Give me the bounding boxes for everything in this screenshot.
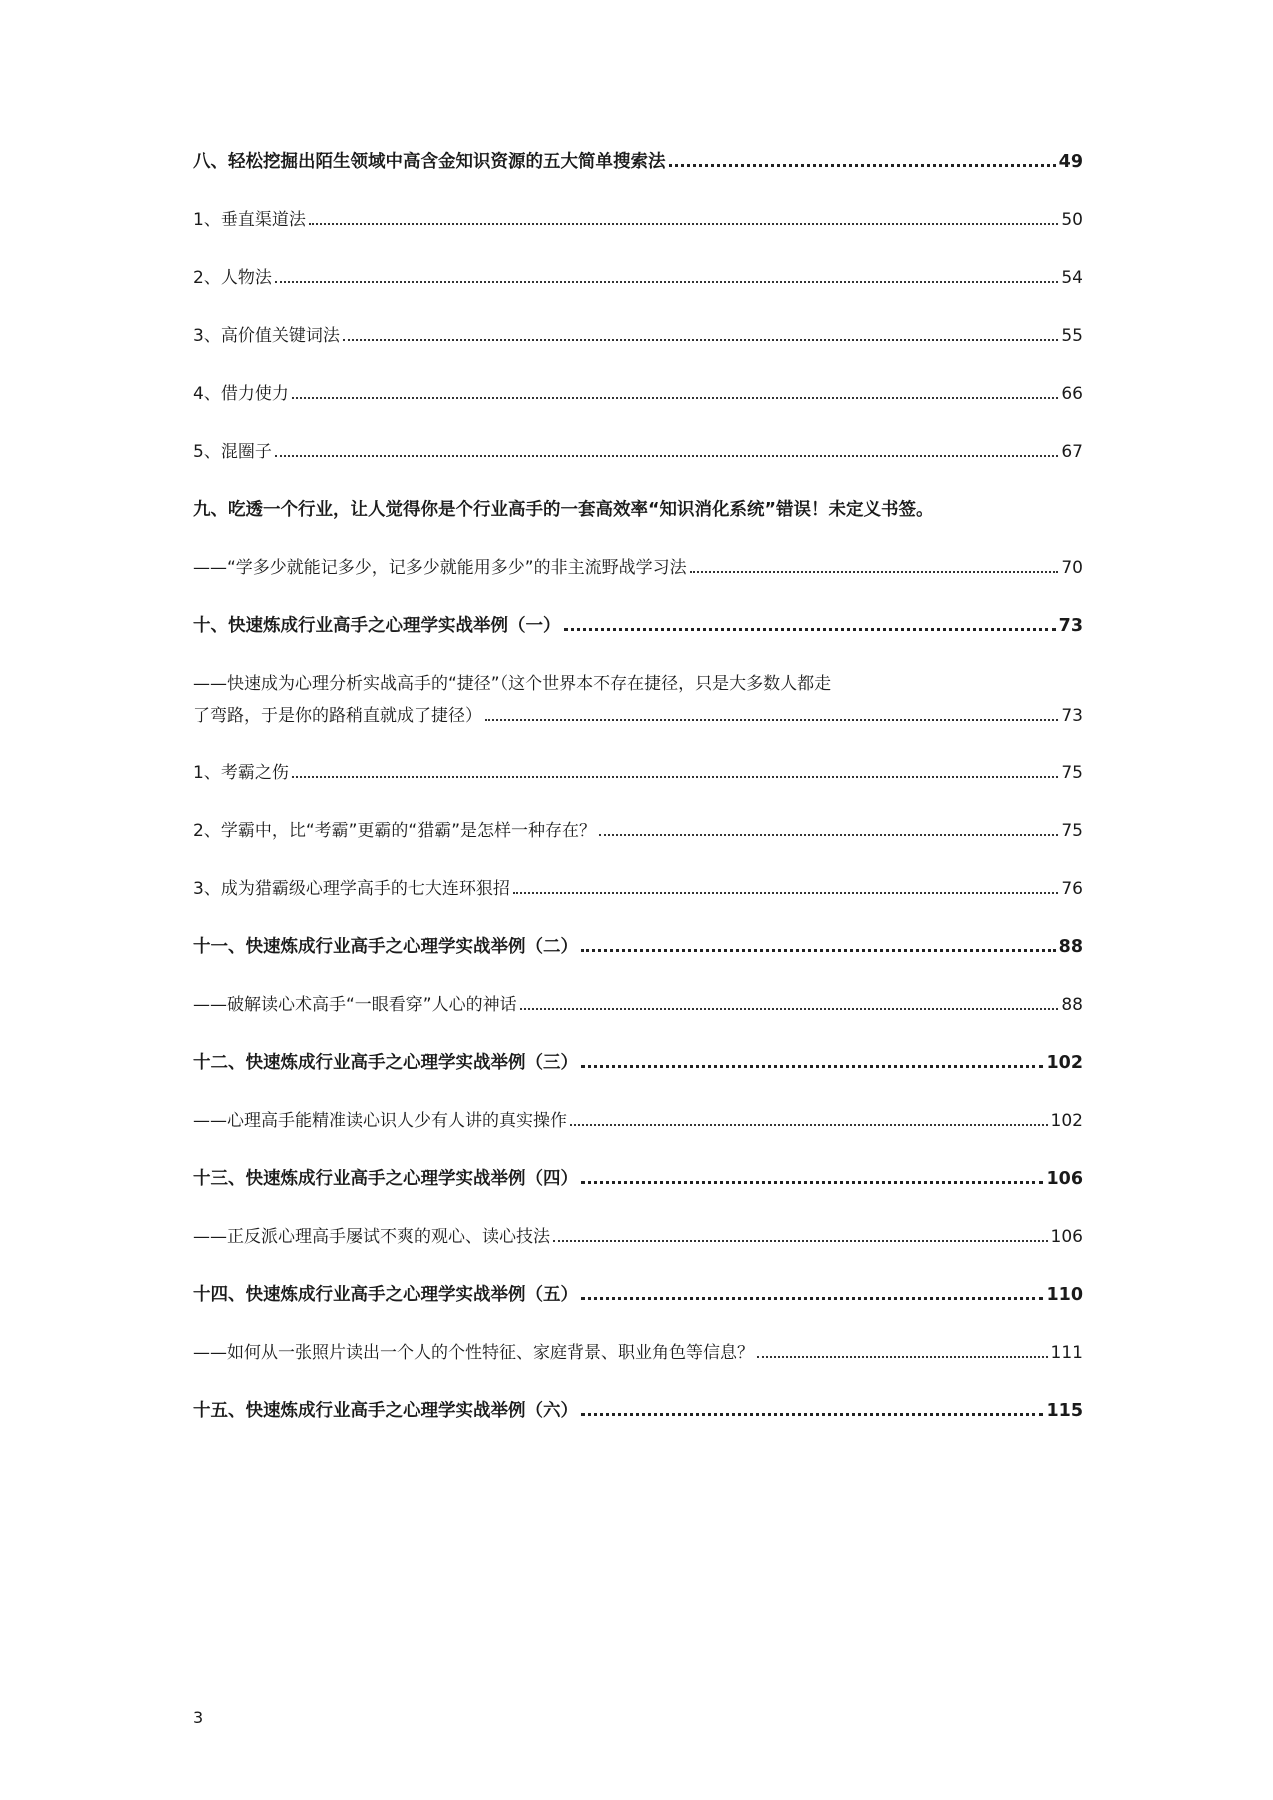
toc-entry-page: 115 bbox=[1046, 1401, 1083, 1421]
toc-entry-page: 102 bbox=[1046, 1053, 1083, 1073]
toc-entry-page: 88 bbox=[1058, 937, 1083, 957]
toc-entry-page: 73 bbox=[1061, 706, 1083, 726]
toc-entry-page: 73 bbox=[1058, 616, 1083, 636]
dot-leader bbox=[599, 834, 1058, 836]
dot-leader bbox=[275, 281, 1059, 283]
toc-entry-chapter-9[interactable] bbox=[193, 498, 1153, 522]
toc-entry-chapter-11[interactable] bbox=[193, 935, 1083, 959]
dot-leader bbox=[581, 1297, 1043, 1300]
toc-entry-14-sub[interactable] bbox=[193, 1341, 1083, 1365]
dot-leader bbox=[690, 571, 1059, 573]
toc-entry-chapter-14[interactable] bbox=[193, 1283, 1083, 1307]
toc-entry-page: 49 bbox=[1058, 152, 1083, 172]
toc-entry-title: ——心理高手能精准读心识人少有人讲的真实操作 bbox=[193, 1111, 567, 1131]
toc-entry-title: ——如何从一张照片读出一个人的个性特征、家庭背景、职业角色等信息？ bbox=[193, 1343, 754, 1363]
toc-entry-page: 102 bbox=[1050, 1111, 1083, 1131]
dot-leader bbox=[309, 223, 1059, 225]
toc-entry-page: 54 bbox=[1061, 268, 1083, 288]
dot-leader bbox=[581, 1181, 1043, 1184]
page-number: 3 bbox=[193, 1708, 204, 1727]
toc-entry-page: 75 bbox=[1061, 821, 1083, 841]
toc-entry-chapter-10[interactable] bbox=[193, 614, 1083, 638]
toc-entry-title: ——正反派心理高手屡试不爽的观心、读心技法 bbox=[193, 1227, 550, 1247]
dot-leader bbox=[581, 1065, 1043, 1068]
toc-entry-title-line2: 了弯路，于是你的路稍直就成了捷径） bbox=[193, 706, 482, 726]
toc-entry-title: 3、成为猎霸级心理学高手的七大连环狠招 bbox=[193, 879, 510, 899]
toc-entry-title: 十一、快速炼成行业高手之心理学实战举例（二） bbox=[193, 937, 578, 957]
toc-entry-13-sub[interactable] bbox=[193, 1225, 1083, 1249]
toc-entry-title: 1、考霸之伤 bbox=[193, 763, 289, 783]
dot-leader bbox=[553, 1240, 1048, 1242]
toc-entry-title: 十三、快速炼成行业高手之心理学实战举例（四） bbox=[193, 1169, 578, 1189]
toc-entry-8-1[interactable] bbox=[193, 208, 1083, 232]
dot-leader bbox=[570, 1124, 1048, 1126]
dot-leader bbox=[757, 1356, 1048, 1358]
toc-entry-title: 4、借力使力 bbox=[193, 384, 289, 404]
dot-leader bbox=[669, 164, 1056, 167]
toc-entry-8-5[interactable] bbox=[193, 440, 1083, 464]
dot-leader bbox=[520, 1008, 1059, 1010]
toc-entry-page: 76 bbox=[1061, 879, 1083, 899]
toc-entry-8-4[interactable] bbox=[193, 382, 1083, 406]
toc-entry-page: 106 bbox=[1046, 1169, 1083, 1189]
dot-leader bbox=[275, 455, 1059, 457]
toc-entry-11-sub[interactable] bbox=[193, 993, 1083, 1017]
toc-entry-title-line1: ——快速成为心理分析实战高手的“捷径”（这个世界本不存在捷径，只是大多数人都走 bbox=[193, 674, 832, 694]
toc-entry-8-3[interactable] bbox=[193, 324, 1083, 348]
toc-entry-page: 88 bbox=[1061, 995, 1083, 1015]
dot-leader bbox=[292, 776, 1059, 778]
toc-entry-title: 九、吃透一个行业，让人觉得你是个行业高手的一套高效率“知识消化系统”错误！未定义书签。 bbox=[193, 500, 934, 520]
toc-entry-title: 十五、快速炼成行业高手之心理学实战举例（六） bbox=[193, 1401, 578, 1421]
toc-entry-page: 111 bbox=[1050, 1343, 1083, 1363]
toc-entry-10-sub[interactable] bbox=[193, 672, 1083, 728]
toc-entry-10-1[interactable] bbox=[193, 761, 1083, 785]
toc-entry-page: 75 bbox=[1061, 763, 1083, 783]
toc-entry-title: ——“学多少就能记多少，记多少就能用多少”的非主流野战学习法 bbox=[193, 558, 687, 578]
toc-entry-page: 66 bbox=[1061, 384, 1083, 404]
dot-leader bbox=[485, 719, 1058, 721]
toc-entry-title: 2、人物法 bbox=[193, 268, 272, 288]
toc-entry-title: 十四、快速炼成行业高手之心理学实战举例（五） bbox=[193, 1285, 578, 1305]
toc-entry-title: 1、垂直渠道法 bbox=[193, 210, 306, 230]
toc-entry-title: 2、学霸中，比“考霸”更霸的“猎霸”是怎样一种存在？ bbox=[193, 821, 597, 841]
toc-entry-chapter-12[interactable] bbox=[193, 1051, 1083, 1075]
toc-entry-chapter-13[interactable] bbox=[193, 1167, 1083, 1191]
toc-entry-page: 55 bbox=[1061, 326, 1083, 346]
dot-leader bbox=[564, 628, 1056, 631]
toc-entry-10-3[interactable] bbox=[193, 877, 1083, 901]
toc-entry-page: 106 bbox=[1050, 1227, 1083, 1247]
toc-entry-12-sub[interactable] bbox=[193, 1109, 1083, 1133]
dot-leader bbox=[581, 949, 1056, 952]
toc-entry-title: ——破解读心术高手“一眼看穿”人心的神话 bbox=[193, 995, 517, 1015]
toc-entry-title: 3、高价值关键词法 bbox=[193, 326, 340, 346]
toc-entry-9-sub[interactable] bbox=[193, 556, 1083, 580]
dot-leader bbox=[343, 339, 1059, 341]
toc-entry-page: 70 bbox=[1061, 558, 1083, 578]
toc-entry-title: 十、快速炼成行业高手之心理学实战举例（一） bbox=[193, 616, 561, 636]
toc-entry-page: 110 bbox=[1046, 1285, 1083, 1305]
toc-entry-title: 十二、快速炼成行业高手之心理学实战举例（三） bbox=[193, 1053, 578, 1073]
toc-entry-title-line2-row bbox=[193, 704, 1083, 728]
toc-entry-10-2[interactable] bbox=[193, 819, 1083, 843]
toc-entry-8-2[interactable] bbox=[193, 266, 1083, 290]
toc-entry-title: 八、轻松挖掘出陌生领域中高含金知识资源的五大简单搜索法 bbox=[193, 152, 666, 172]
toc-entry-page: 50 bbox=[1061, 210, 1083, 230]
toc-entry-chapter-8[interactable] bbox=[193, 150, 1083, 174]
toc-entry-title: 5、混圈子 bbox=[193, 442, 272, 462]
toc-entry-page: 67 bbox=[1061, 442, 1083, 462]
dot-leader bbox=[513, 892, 1059, 894]
toc-entry-chapter-15[interactable] bbox=[193, 1399, 1083, 1423]
dot-leader bbox=[292, 397, 1059, 399]
dot-leader bbox=[581, 1413, 1043, 1416]
